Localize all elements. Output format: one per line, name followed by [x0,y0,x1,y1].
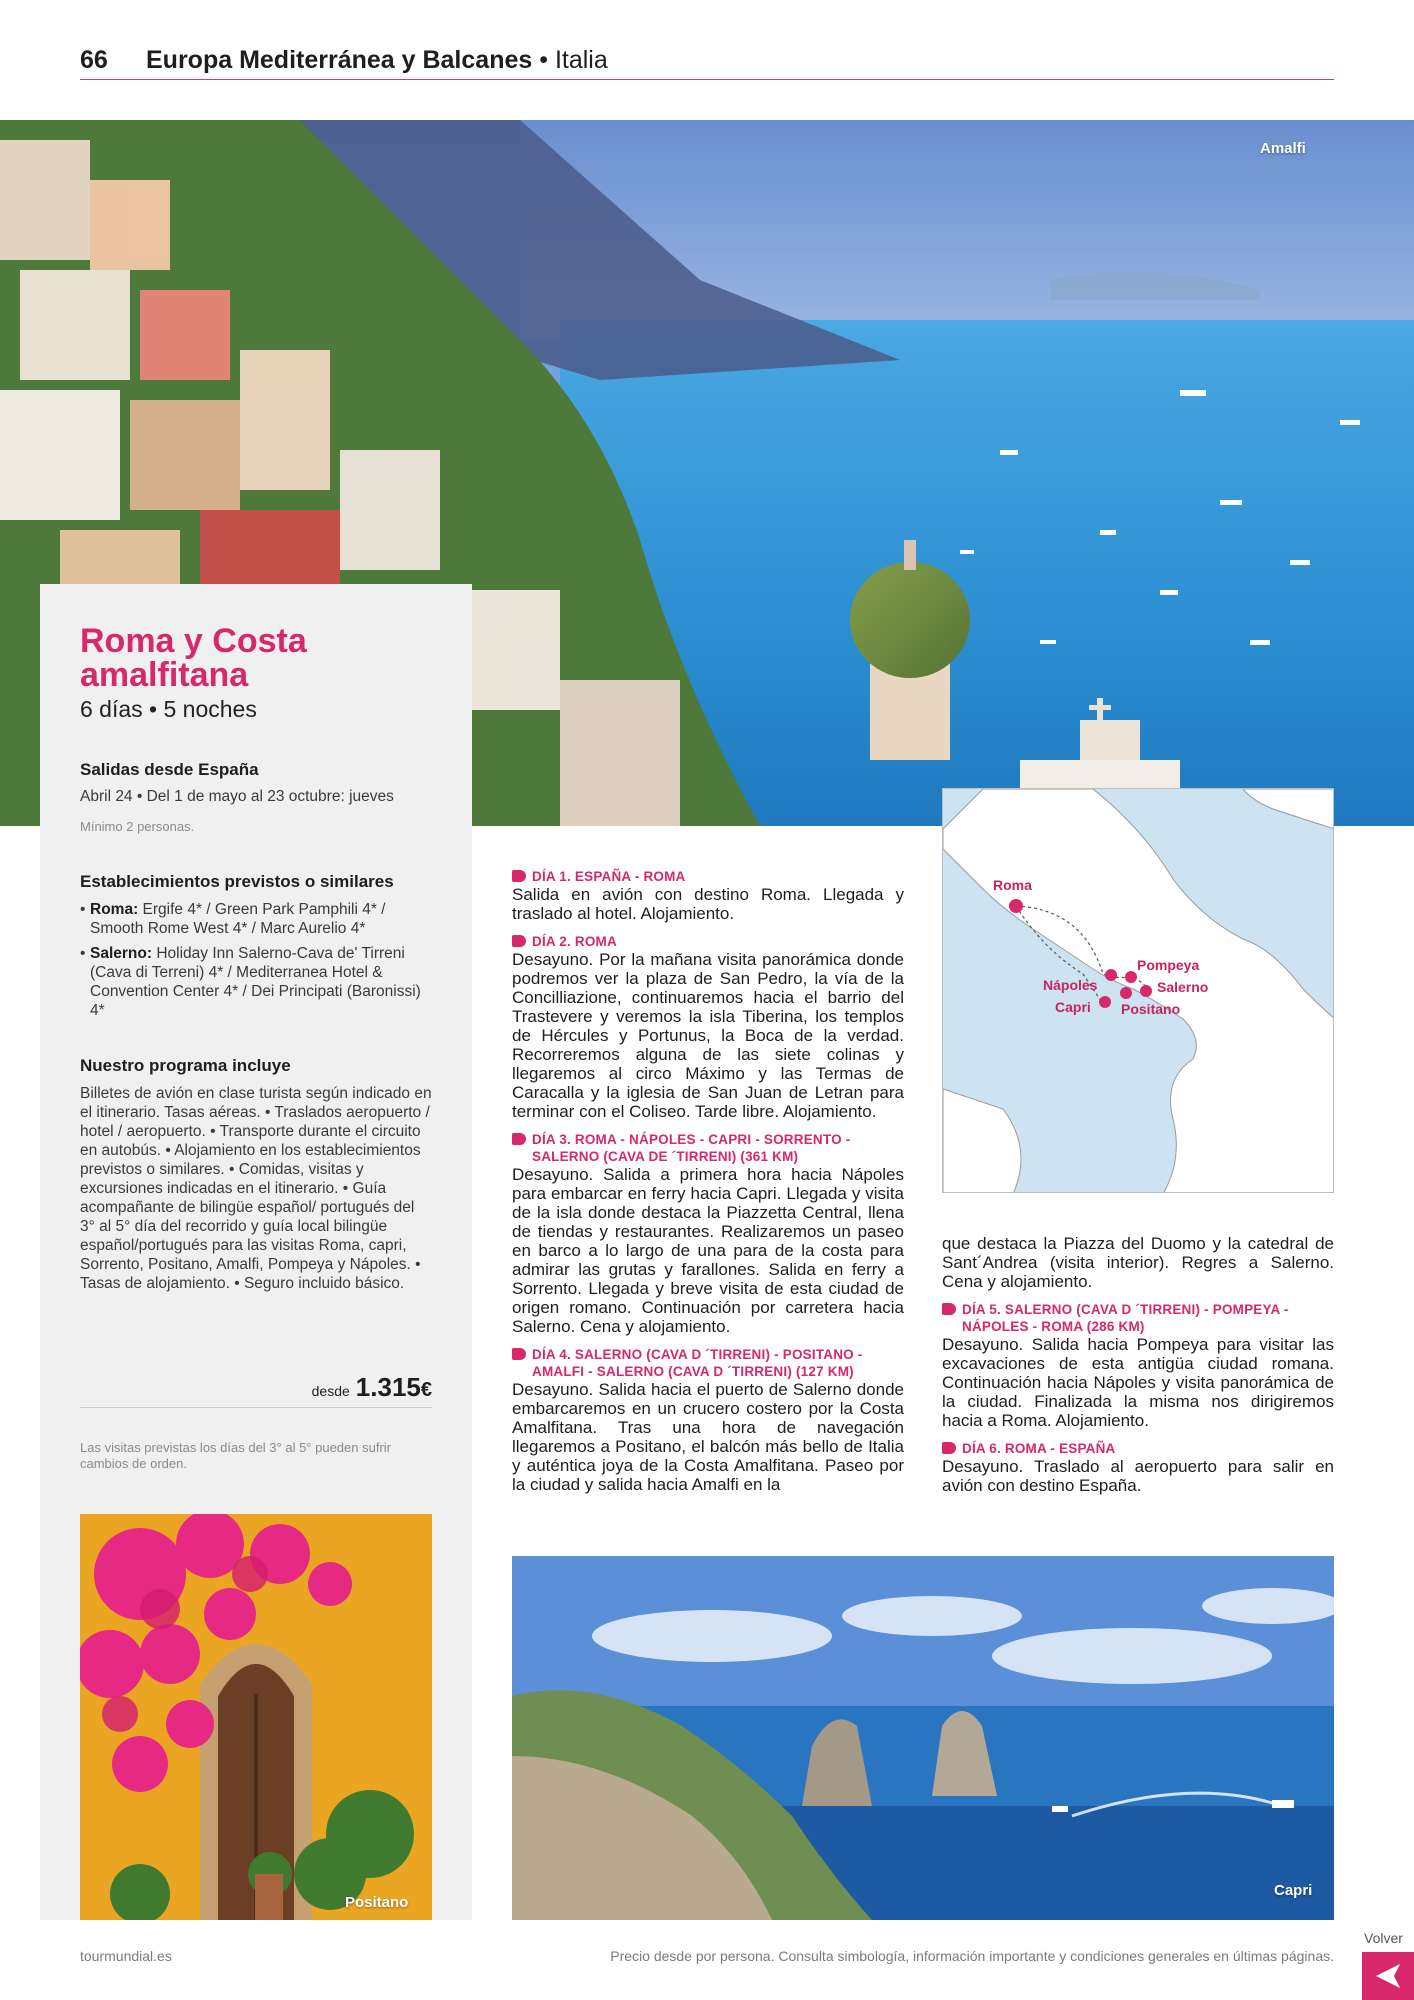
map-label-napoles: Nápoles [1043,977,1098,993]
footer-disclaimer: Precio desde por persona. Consulta simbología, información importante y condiciones generales en últimas páginas. [610,1948,1334,1964]
visits-note: Las visitas previstas los días del 3° al 5° pueden sufrir cambios de orden. [80,1440,391,1471]
capri-illustration [512,1556,1334,1920]
minimum-persons: Mínimo 2 personas. [80,819,195,834]
day-4-text: Desayuno. Salida hacia el puerto de Salerno donde embarcaremos en un crucero costero por la Costa Amalfitana. Tras una hora de navegación llegaremos a Positano, el balcón más bello de Italia y auténtica joya de la Costa Amalfitana. Paseo por la ciudad y salida hacia Amalfi en la [512,1380,904,1494]
day-2-text: Desayuno. Por la mañana visita panorámica donde podremos ver la plaza de San Pedro, la vía de la Concilliazione, continuaremos hacia el barrio del Trastevere y veremos la isla Tiberina, los templos de Hércules y Portunus, la Boca de la verdad. Recorreremos alguna de las siete colinas y llegaremos al circo Máximo y las Termas de Caracalla y la iglesia de San Juan de Letran para terminar con el Coliseo. Tarde libre. Alojamiento. [512,950,904,1121]
day-2-title: DÍA 2. ROMA [512,933,904,950]
section-title [146,46,608,75]
hotels-list [80,900,432,1026]
day-1-text: Salida en avión con destino Roma. Llegada y traslado al hotel. Alojamiento. [512,885,904,923]
section-title-country: Italia [554,46,608,74]
map-label-positano: Positano [1121,1001,1181,1017]
itinerary-column-1 [512,858,904,1494]
itinerary-column-2 [942,1234,1334,1495]
hotel-names: Ergife 4* / Green Park Pamphili 4* / Smooth Rome West 4* / Marc Aurelio 4* [90,901,386,937]
departures-heading: Salidas desde España [80,760,259,779]
photo-positano [80,1514,432,1920]
map-label-pompeya: Pompeya [1137,957,1200,973]
section-title-main: Europa Mediterránea y Balcanes [146,46,533,74]
page-header [80,46,1334,80]
departures-text: Abril 24 • Del 1 de mayo al 23 octubre: jueves [80,788,394,805]
includes-heading: Nuestro programa incluye [80,1056,291,1075]
positano-illustration [80,1514,432,1920]
price-amount: 1.315 [355,1372,421,1402]
day-3-title: DÍA 3. ROMA - NÁPOLES - CAPRI - SORRENTO - SALERNO (CAVA DE ´TIRRENI) (361 KM) [512,1131,904,1165]
photo-capri [512,1556,1334,1920]
photo-caption-capri: Capri [1274,1882,1313,1899]
section-title-separator: • [532,46,555,74]
photo-caption-amalfi: Amalfi [1260,140,1306,157]
day-3-text: Desayuno. Salida a primera hora hacia Nápoles para embarcar en ferry hacia Capri. Llegada y visita de la isla donde destaca la Piazzetta Central, llena de tiendas y restaurantes. Realizaremos un paseo en barco a lo largo de una para de la costa para admirar las grutas y farallones. Salida en ferry a Sorrento. Llegada y breve visita de esta ciudad de origen romano. Continuación por carretera hacia Salerno. Cena y alojamiento. [512,1165,904,1336]
day-6-text: Desayuno. Traslado al aeropuerto para salir en avión con destino España. [942,1457,1334,1495]
hotel-item-roma [80,900,432,938]
price-row [80,1372,432,1408]
map-label-roma: Roma [993,877,1032,893]
hotels-heading: Establecimientos previstos o similares [80,872,394,891]
italy-map [943,789,1334,1193]
price-currency: € [420,1379,432,1401]
includes-text: Billetes de avión en clase turista según indicado en el itinerario. Tasas aéreas. • Traslados aeropuerto / hotel / aeropuerto. • Transporte durante el circuito en autobús. • Alojamiento en los establecimientos previstos o similares. • Comidas, visitas y excursiones indicadas en el itinerario. • Guía acompañante de bilingüe español/ portugués del 3° al 5° día del recorrido y guía local bilingüe español/portugués para las visitas Roma, capri, Sorrento, Positano, Amalfi, Pompeya y Nápoles. • Tasas de alojamiento. • Seguro incluido básico. [80,1085,432,1292]
day-4-title: DÍA 4. SALERNO (CAVA D ´TIRRENI) - POSITANO - AMALFI - SALERNO (CAVA D ´TIRRENI) (127 KM) [512,1346,904,1380]
hotel-city: Salerno: [90,945,153,962]
back-arrow-icon [1362,1952,1414,2000]
hotel-names: Holiday Inn Salerno-Cava de' Tirreni (Cava di Terreni) 4* / Mediterranea Hotel & Convention Center 4* / Dei Principati (Baronissi) 4* [90,945,421,1019]
day-5-text: Desayuno. Salida hacia Pompeya para visitar las excavaciones de esta antigüa ciudad romana. Continuación hacia Nápoles y visita panorámica de la ciudad. Finalizada la misma nos dirigiremos hacia a Roma. Alojamiento. [942,1335,1334,1430]
page-number: 66 [80,46,108,74]
hotel-city: Roma: [90,901,139,918]
hotel-item-salerno [80,944,432,1020]
day-5-title: DÍA 5. SALERNO (CAVA D ´TIRRENI) - POMPEYA - NÁPOLES - ROMA (286 KM) [942,1301,1334,1335]
map-label-capri: Capri [1055,999,1091,1015]
trip-title: Roma y Costa amalfitana [80,622,307,694]
day-4-text-continued: que destaca la Piazza del Duomo y la catedral de Sant´Andrea (visita interior). Regres a Salerno. Cena y alojamiento. [942,1234,1334,1291]
back-button[interactable] [1362,1952,1414,2000]
price-prefix: desde [311,1383,350,1399]
photo-caption-positano: Positano [345,1894,409,1911]
route-map [942,788,1334,1193]
map-label-salerno: Salerno [1157,979,1209,995]
day-6-title: DÍA 6. ROMA - ESPAÑA [942,1440,1334,1457]
footer-website: tourmundial.es [80,1948,172,1964]
trip-duration: 6 días • 5 noches [80,696,257,722]
back-label: Volver [1364,1930,1403,1946]
day-1-title: DÍA 1. ESPAÑA - ROMA [512,868,904,885]
